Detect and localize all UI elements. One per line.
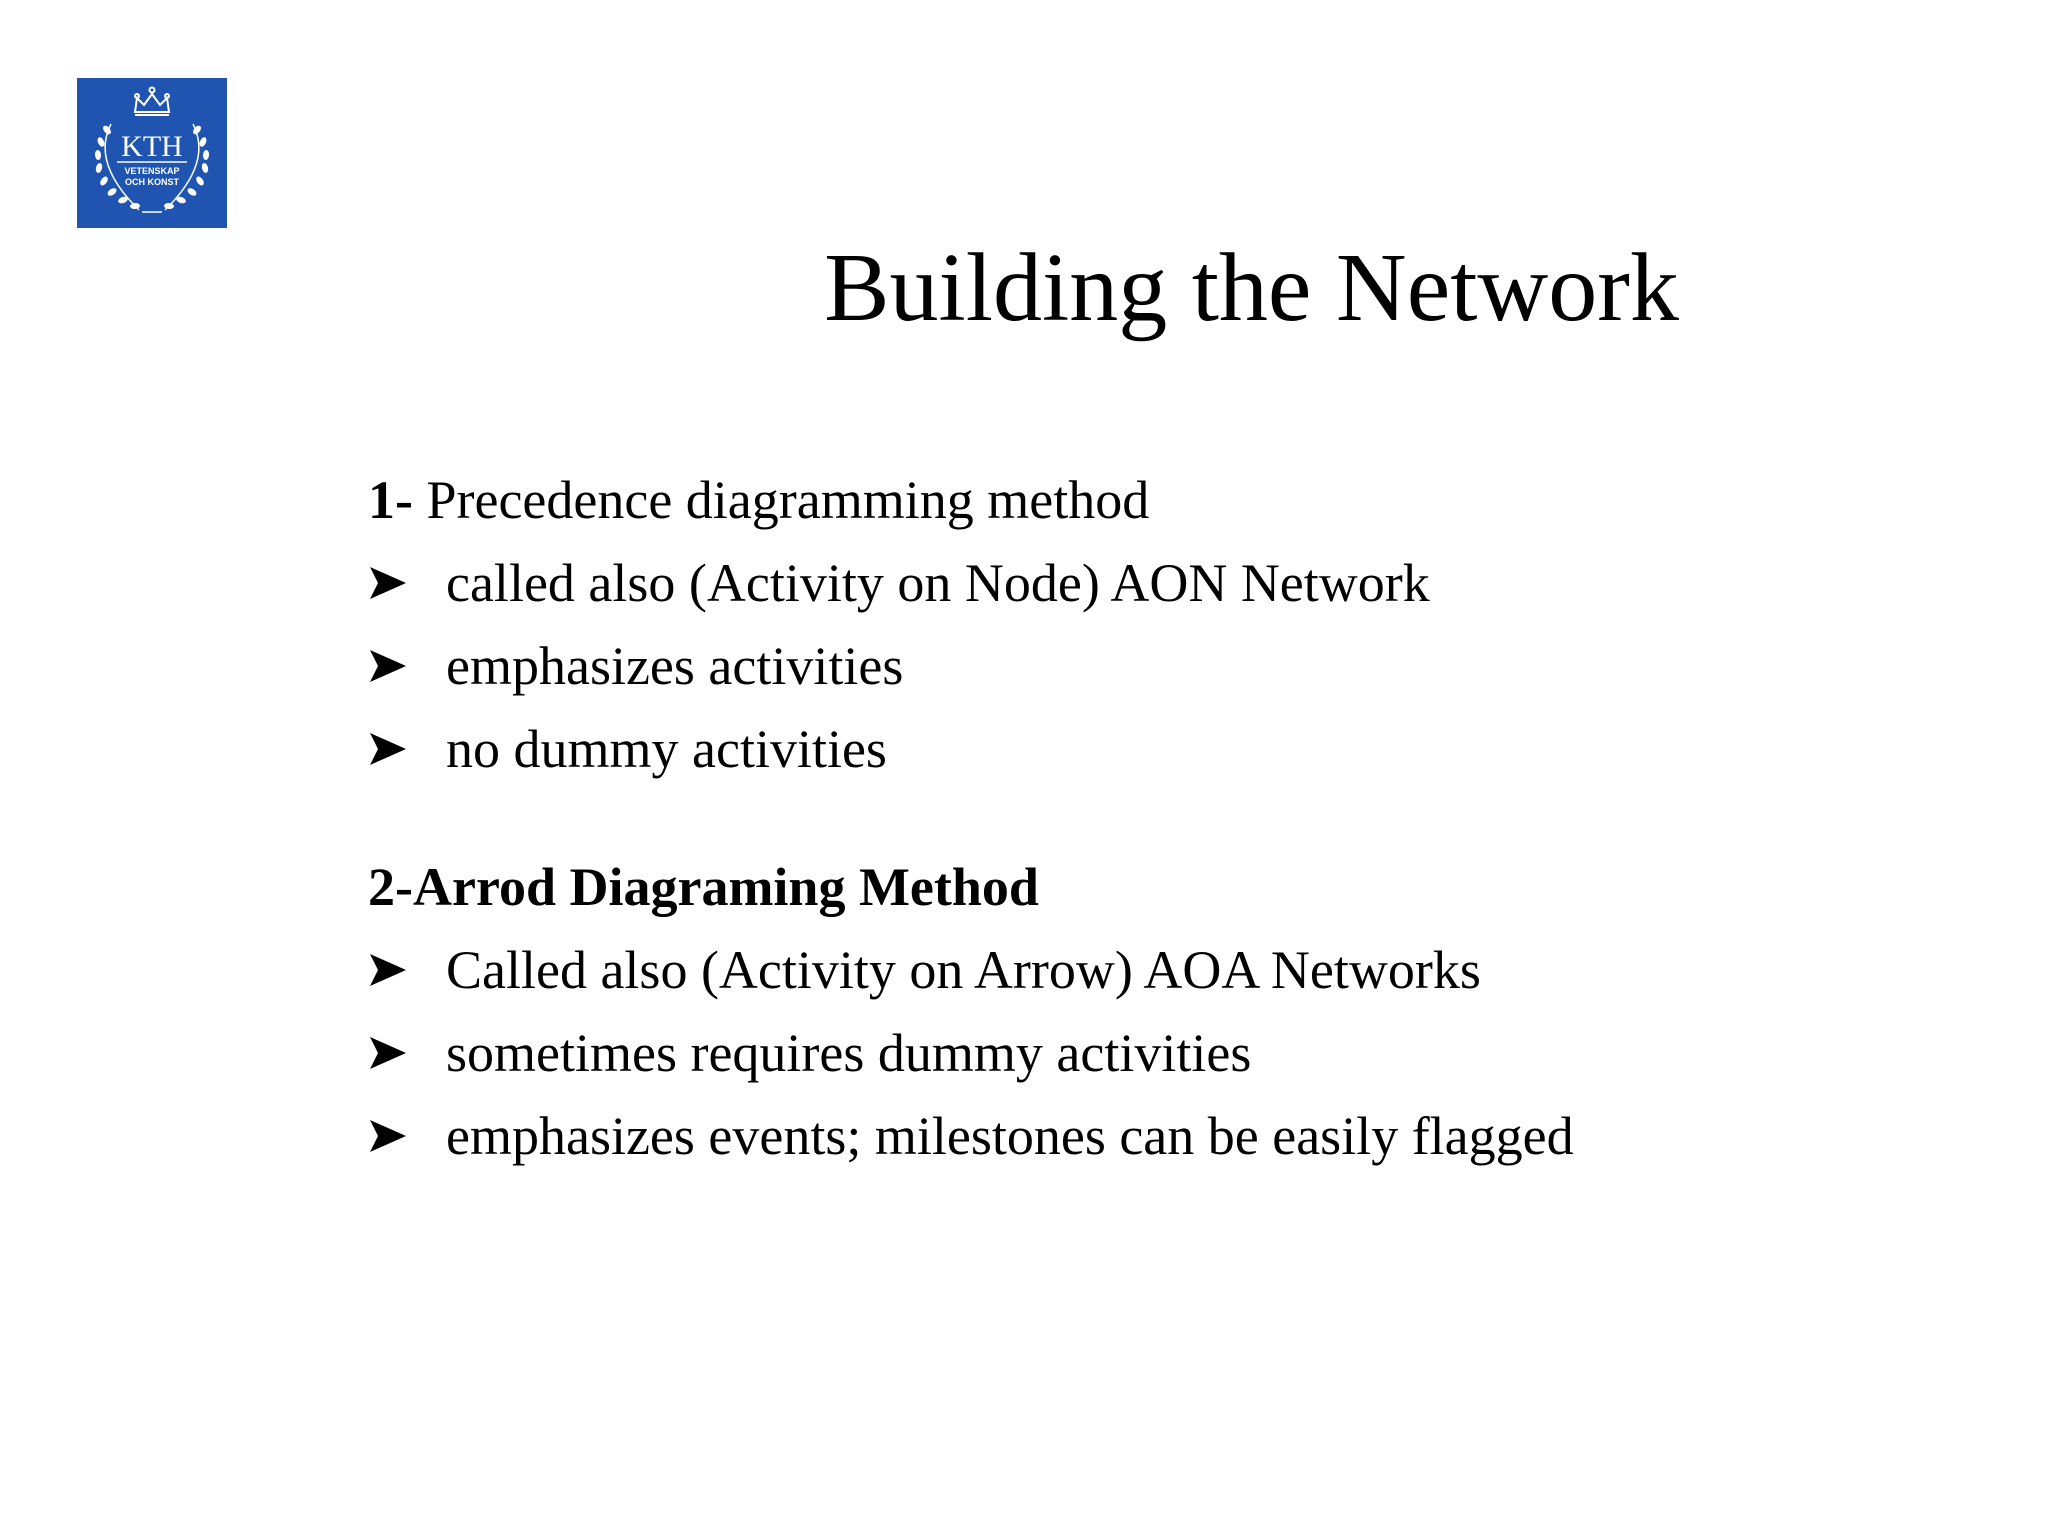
arrowhead-bullet-icon (368, 565, 408, 601)
kth-logo (77, 78, 227, 228)
section-number: 1- (368, 470, 413, 530)
kth-crown-seal-icon (77, 78, 227, 228)
bullet-text: Called also (Activity on Arrow) AOA Networks (446, 940, 1481, 1000)
list-item (368, 633, 2008, 699)
slide-title: Building the Network (824, 234, 1679, 342)
list-item (368, 1020, 2008, 1086)
svg-text:VETENSKAP: VETENSKAP (124, 166, 180, 176)
arrowhead-bullet-icon (368, 648, 408, 684)
bullet-list (368, 550, 2008, 782)
arrowhead-bullet-icon (368, 952, 408, 988)
section-arrow-diagramming (368, 854, 2008, 1169)
svg-text:OCH KONST: OCH KONST (125, 177, 179, 187)
bullet-text: emphasizes activities (446, 636, 904, 696)
section-label: 2-Arrod Diagraming Method (368, 857, 1039, 917)
bullet-text: emphasizes events; milestones can be easily flagged (446, 1106, 1574, 1166)
section-heading (368, 854, 2008, 920)
list-item (368, 1103, 2008, 1169)
bullet-text: called also (Activity on Node) AON Network (446, 553, 1430, 613)
slide-content (368, 467, 2008, 1169)
section-label: Precedence diagramming method (412, 470, 1150, 530)
list-item (368, 550, 2008, 616)
svg-text:KTH: KTH (121, 130, 183, 163)
arrowhead-bullet-icon (368, 1118, 408, 1154)
bullet-text: no dummy activities (446, 719, 887, 779)
arrowhead-bullet-icon (368, 731, 408, 767)
section-precedence (368, 467, 2008, 782)
list-item (368, 716, 2008, 782)
arrowhead-bullet-icon (368, 1035, 408, 1071)
bullet-list (368, 937, 2008, 1169)
section-heading (368, 467, 2008, 533)
bullet-text: sometimes requires dummy activities (446, 1023, 1252, 1083)
list-item (368, 937, 2008, 1003)
